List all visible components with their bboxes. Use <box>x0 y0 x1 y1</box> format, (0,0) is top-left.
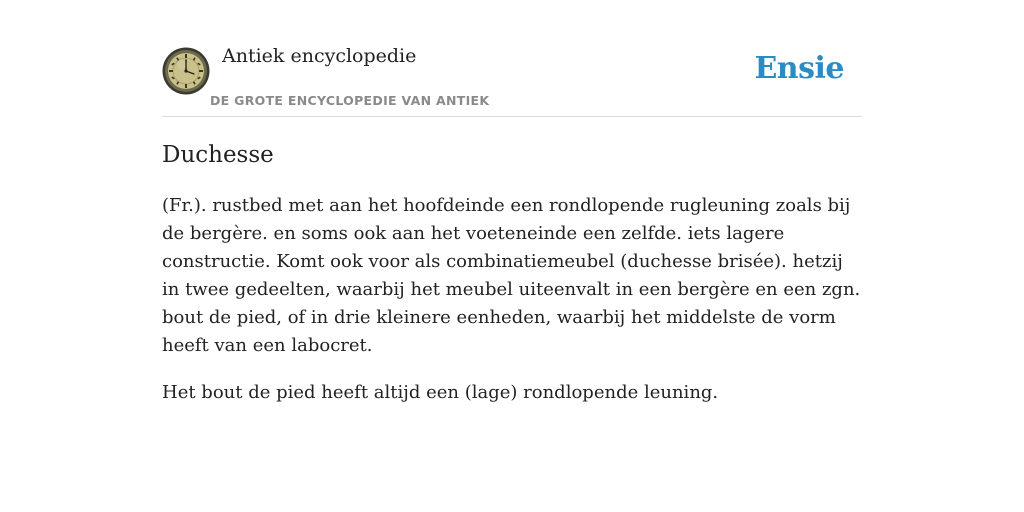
clock-icon[interactable] <box>162 47 210 95</box>
site-title[interactable]: Antiek encyclopedie <box>222 45 417 67</box>
entry-title: Duchesse <box>162 142 274 168</box>
site-header <box>162 0 862 117</box>
entry-content <box>162 138 862 407</box>
entry-paragraph: (Fr.). rustbed met aan het hoofdeinde een rondlopende rugleuning zoals bij de bergère. en soms ook aan het voeteneinde een zelfde. iets lagere constructie. Komt ook voor als combinatiemeubel (duchesse brisée). hetzij in twee gedeelten, waarbij het meubel uiteenvalt in een bergère en een zgn. bout de pied, of in drie kleinere eenheden, waarbij het middelste de vorm heeft van een labocret. <box>162 195 861 356</box>
site-subtitle: DE GROTE ENCYCLOPEDIE VAN ANTIEK <box>210 93 490 108</box>
ensie-brand-link[interactable]: Ensie <box>754 51 844 86</box>
entry-paragraph: Het bout de pied heeft altijd een (lage) rondlopende leuning. <box>162 382 719 403</box>
clock-logo-graphic <box>162 47 210 95</box>
